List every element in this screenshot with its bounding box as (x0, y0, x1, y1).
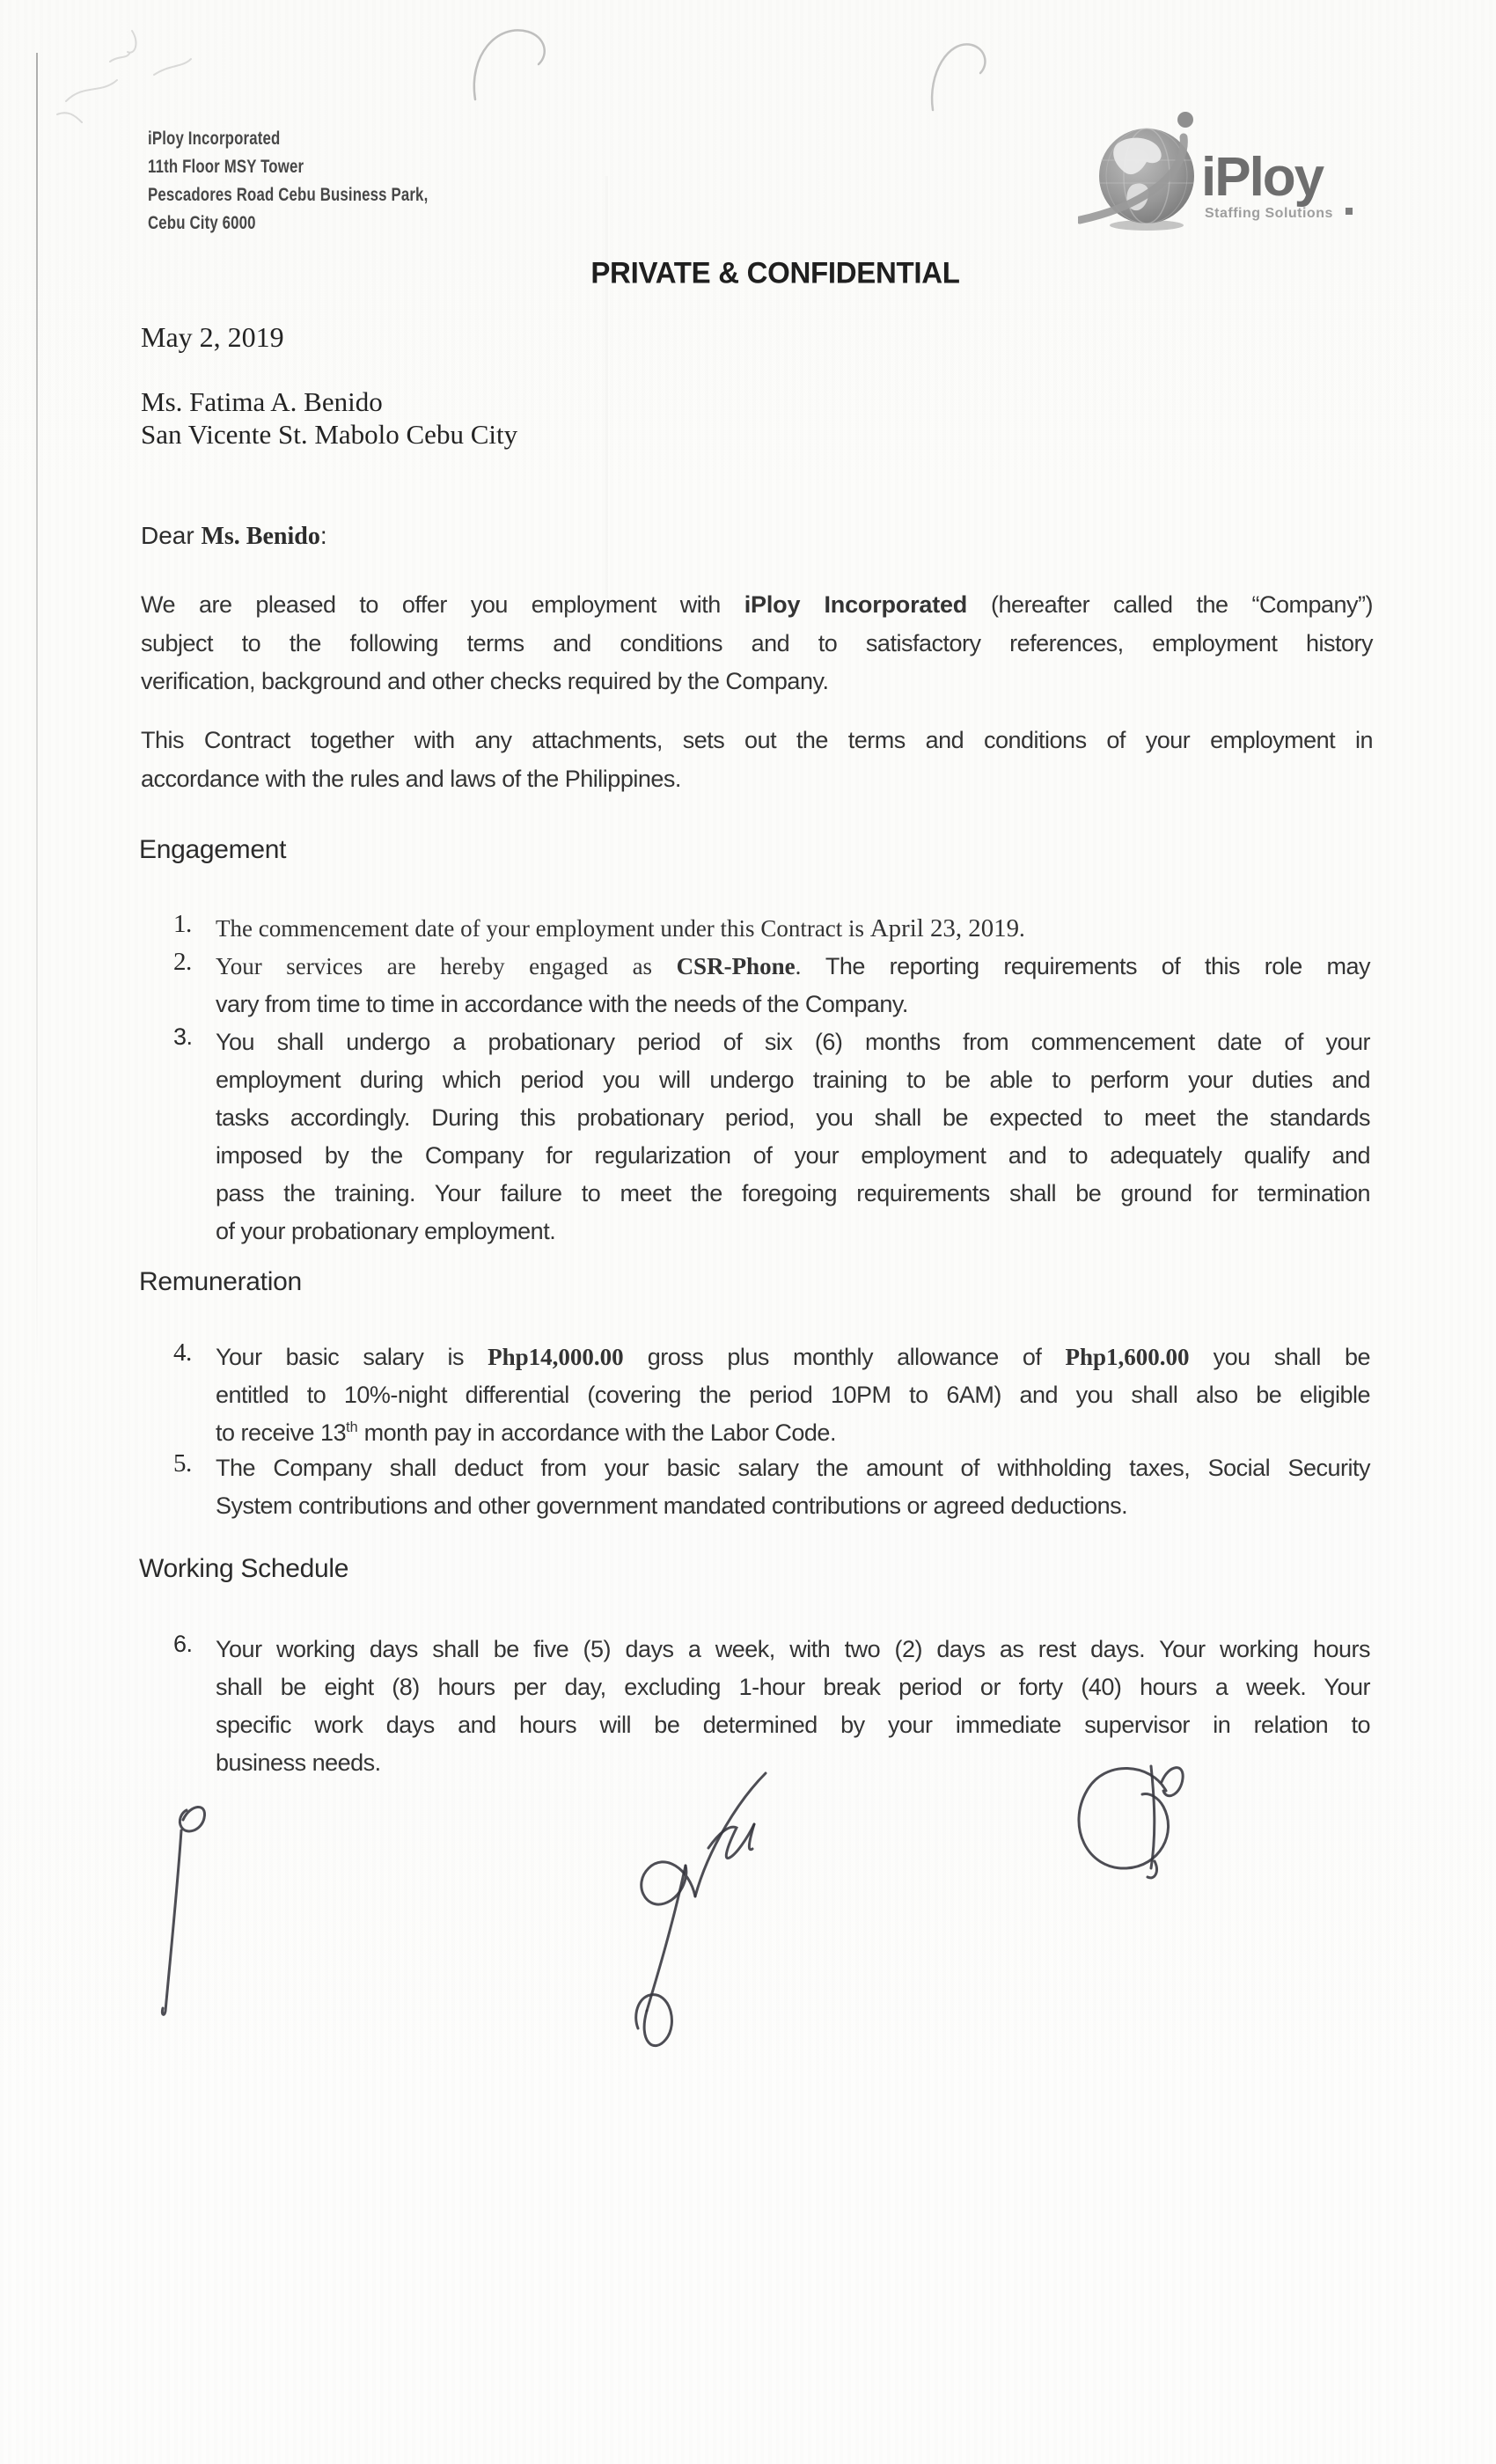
text-run: . (1019, 915, 1025, 942)
text-run: Your basic salary is (216, 1344, 488, 1370)
item-number: 1. (173, 910, 192, 938)
text-run: . (795, 953, 825, 979)
paragraph-contract (141, 722, 1373, 798)
text-run: shall be eight (8) hours per day, excluding 1-hour break period or forty (40) hours a week. Your (216, 1674, 1370, 1700)
text-line (216, 1487, 1370, 1525)
text-run: business needs. (216, 1749, 381, 1776)
section-heading-working-schedule: Working Schedule (139, 1554, 349, 1583)
text-line (216, 1099, 1370, 1137)
text-line (141, 663, 1373, 701)
text-line (216, 1338, 1370, 1376)
text-line (216, 1061, 1370, 1099)
letterhead-line-company: iPloy Incorporated (148, 128, 281, 149)
text-line (216, 986, 1370, 1023)
text-run: The Company shall deduct from your basic salary the amount of withholding taxes, Social Security (216, 1455, 1370, 1481)
letterhead-line-city: Cebu City 6000 (148, 213, 256, 233)
letterhead-line-street: Pescadores Road Cebu Business Park, (148, 185, 429, 205)
text-run: month pay in accordance with the Labor Code. (357, 1419, 836, 1446)
text-run: accordance with the rules and laws of the Philippines. (141, 765, 681, 792)
text-line (141, 586, 1373, 625)
text-run: April 23, 2019 (869, 914, 1020, 942)
signature-center-ink (576, 1764, 779, 2055)
item-number: 2. (173, 948, 192, 976)
text-run: th (346, 1419, 358, 1435)
text-run: imposed by the Company for regularization of your employment and to adequately qualify and (216, 1142, 1370, 1169)
scan-band-artifact (605, 176, 608, 598)
text-run: Your working days shall be five (5) days a week, with two (2) days as rest days. Your working hours (216, 1636, 1370, 1662)
contract-item-4 (173, 1338, 1370, 1452)
contract-item-1 (173, 910, 1370, 948)
text-line (216, 1449, 1370, 1487)
contract-item-5 (173, 1449, 1370, 1525)
text-line (216, 1668, 1370, 1706)
letterhead-line-floor: 11th Floor MSY Tower (148, 157, 304, 177)
item-number: 4. (173, 1338, 192, 1367)
text-run: (hereafter called the “Company”) (967, 591, 1373, 618)
text-line (216, 1376, 1370, 1414)
logo-tagline: Staffing Solutions (1205, 206, 1333, 221)
binder-arc-artifact-right (926, 31, 996, 114)
text-line (216, 1175, 1370, 1213)
item-number: 3. (173, 1023, 193, 1050)
iploy-logo-graphic (1078, 102, 1368, 238)
confidential-heading: PRIVATE & CONFIDENTIAL (590, 255, 960, 290)
text-run: iPloy Incorporated (744, 591, 968, 618)
logo-tagline-square-bullet (1346, 208, 1353, 215)
paragraph-offer (141, 586, 1373, 701)
contract-item-3 (173, 1023, 1370, 1250)
text-run: subject to the following terms and conditions and to satisfactory references, employment history (141, 629, 1373, 656)
text-line (216, 910, 1370, 948)
item-text (216, 1338, 1370, 1452)
text-run: Your services are hereby engaged as (216, 953, 677, 979)
text-line (216, 1213, 1370, 1250)
globe-icon (1080, 112, 1194, 231)
text-run: entitled to 10%-night differential (covering the period 10PM to 6AM) and you shall also be eligible (216, 1382, 1370, 1408)
text-run: Php14,000.00 (488, 1344, 624, 1370)
item-number: 5. (173, 1449, 192, 1478)
text-run: Php1,600.00 (1065, 1344, 1190, 1370)
text-line (141, 760, 1373, 799)
section-heading-remuneration: Remuneration (139, 1267, 302, 1296)
text-line (216, 1414, 1370, 1452)
text-run: CSR-Phone (676, 953, 796, 979)
text-line (141, 625, 1373, 664)
text-line (216, 1023, 1370, 1061)
text-run: System contributions and other government mandated contributions or agreed deductions. (216, 1492, 1128, 1519)
text-run: We are pleased to offer you employment with (141, 591, 744, 618)
recipient-name: Ms. Fatima A. Benido (141, 386, 383, 417)
text-run: gross plus monthly allowance of (623, 1344, 1066, 1370)
text-run: tasks accordingly. During this probationary period, you shall be expected to meet the standards (216, 1104, 1370, 1131)
recipient-address: San Vicente St. Mabolo Cebu City (141, 419, 518, 450)
section-heading-engagement: Engagement (139, 835, 287, 864)
recipient-block (141, 385, 517, 451)
text-run: Dear (141, 522, 202, 549)
swoosh-person-dot-icon (1177, 112, 1193, 128)
text-line (216, 1137, 1370, 1175)
text-run: vary from time to time in accordance with the needs of the Company. (216, 991, 908, 1017)
scan-edge-line (36, 53, 38, 1390)
text-line (216, 1631, 1370, 1668)
letterhead-address (148, 125, 428, 238)
item-text (216, 1449, 1370, 1525)
text-run: Ms. Benido (201, 523, 320, 550)
text-run: to receive 13 (216, 1419, 347, 1446)
text-line (216, 948, 1370, 986)
text-run: : (319, 522, 327, 549)
letter-date: May 2, 2019 (141, 321, 284, 353)
item-text (216, 910, 1370, 948)
binder-arc-artifact-left (466, 16, 554, 104)
text-run: verification, background and other checks required by the Company. (141, 668, 829, 694)
logo-wordmark: iPloy (1201, 147, 1324, 208)
text-run: pass the training. Your failure to meet the foregoing requirements shall be ground for termination (216, 1180, 1370, 1206)
text-run: You shall undergo a probationary period of six (6) months from commencement date of your (216, 1029, 1370, 1055)
pencil-smudge-artifact (48, 13, 242, 128)
text-run: employment during which period you will undergo training to be able to perform your duties and (216, 1067, 1370, 1093)
text-run: This Contract together with any attachments, sets out the terms and conditions of your employment in (141, 727, 1373, 753)
text-run: you shall be (1189, 1344, 1370, 1370)
company-logo (1078, 102, 1368, 243)
text-run: of your probationary employment. (216, 1218, 556, 1244)
item-text (216, 948, 1370, 1023)
item-text (216, 1023, 1370, 1250)
text-run: The commencement date of your employment under this Contract is (216, 915, 870, 942)
text-run: The reporting requirements of this role may (825, 953, 1371, 979)
text-run: specific work days and hours will be determined by your immediate supervisor in relation to (216, 1712, 1370, 1738)
contract-item-2 (173, 948, 1370, 1023)
text-line (216, 1706, 1370, 1744)
salutation (141, 522, 327, 551)
text-line (141, 722, 1373, 760)
item-number: 6. (173, 1631, 193, 1657)
signature-right-ink (1056, 1756, 1206, 1892)
signature-left-ink (130, 1795, 245, 2024)
